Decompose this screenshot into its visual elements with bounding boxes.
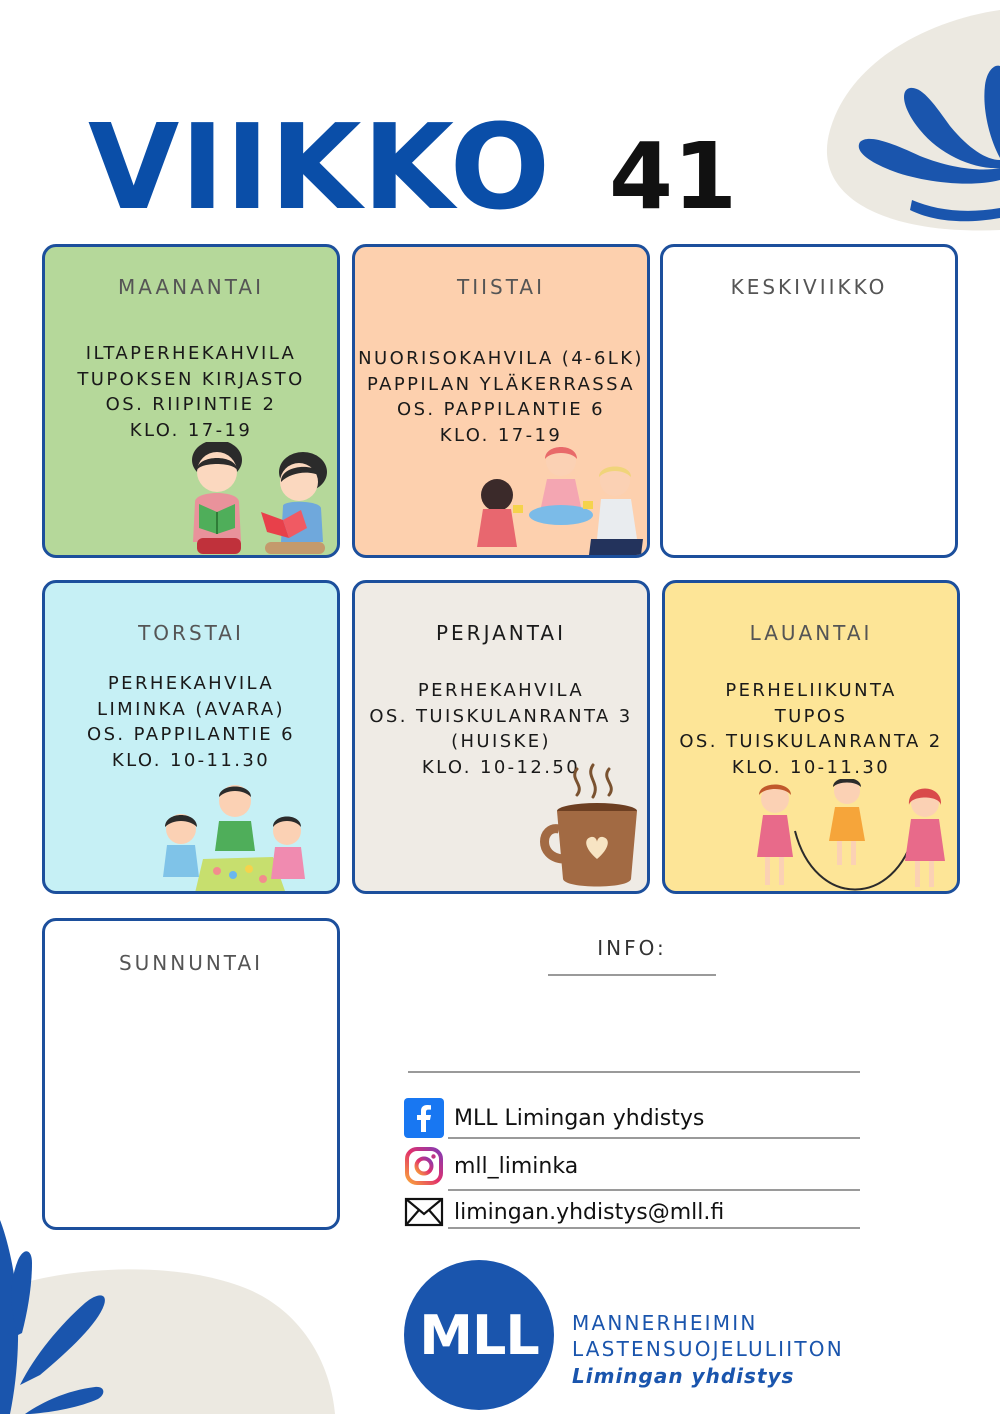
title-word: VIIKKO [88,98,552,236]
contact-divider [448,1189,860,1191]
day-label: PERJANTAI [435,621,567,645]
contact-divider [448,1227,860,1229]
instagram-handle: mll_liminka [454,1153,579,1179]
day-label: TORSTAI [138,621,244,645]
logo-line-3: Limingan yhdistys [572,1364,795,1388]
children-board-game-illustration [155,779,315,894]
email-contact[interactable] [404,1192,724,1232]
event-details: PERHEKAHVILA OS. TUISKULANRANTA 3 (HUISKE) KLO. 10-12.50 [369,680,633,778]
week-title [88,98,738,236]
contact-divider [448,1137,860,1139]
children-playing-cards-illustration [473,443,648,558]
day-label: MAANANTAI [117,275,265,299]
day-label: LAUANTAI [749,621,873,645]
logo-line-1: MANNERHEIMIN [572,1311,758,1335]
day-label: KESKIVIIKKO [730,275,888,299]
instagram-contact[interactable] [404,1146,578,1186]
day-card-tuesday [352,244,650,558]
coffee-cup-illustration [539,761,643,893]
info-heading: INFO: [597,936,667,960]
week-number: 41 [609,123,738,230]
event-details: ILTAPERHEKAHVILA TUPOKSEN KIRJASTO OS. RIIPINTIE 2 KLO. 17-19 [77,343,305,441]
children-reading-illustration [185,442,335,558]
day-card-friday [352,580,650,894]
facebook-name: MLL Limingan yhdistys [454,1105,705,1131]
day-card-thursday [42,580,340,894]
mll-logo-text [572,1310,844,1390]
facebook-contact[interactable] [404,1098,704,1138]
blue-leaf-top-right-icon [850,60,1000,230]
facebook-icon [404,1098,444,1138]
info-separator [408,1071,860,1073]
instagram-icon [404,1146,444,1186]
email-address: limingan.yhdistys@mll.fi [454,1199,725,1225]
day-card-monday [42,244,340,558]
day-card-sunday [42,918,340,1230]
event-details: NUORISOKAHVILA (4-6LK) PAPPILAN YLÄKERRASSA OS. PAPPILANTIE 6 KLO. 17-19 [358,348,644,446]
blue-leaf-bottom-left-icon [0,1215,110,1414]
day-label: TIISTAI [457,275,545,299]
envelope-icon [404,1192,444,1232]
day-label: SUNNUNTAI [118,951,264,975]
info-underline [548,974,716,976]
logo-mark-text: MLL [419,1303,539,1367]
event-details: PERHEKAHVILA LIMINKA (AVARA) OS. PAPPILANTIE 6 KLO. 10-11.30 [87,673,295,771]
day-card-wednesday [660,244,958,558]
logo-line-2: LASTENSUOJELULIITON [572,1337,844,1361]
children-jumping-rope-illustration [745,779,960,894]
day-card-saturday [662,580,960,894]
event-details: PERHELIIKUNTA TUPOS OS. TUISKULANRANTA 2 KLO. 10-11.30 [679,680,943,778]
mll-logo-mark [404,1260,554,1410]
